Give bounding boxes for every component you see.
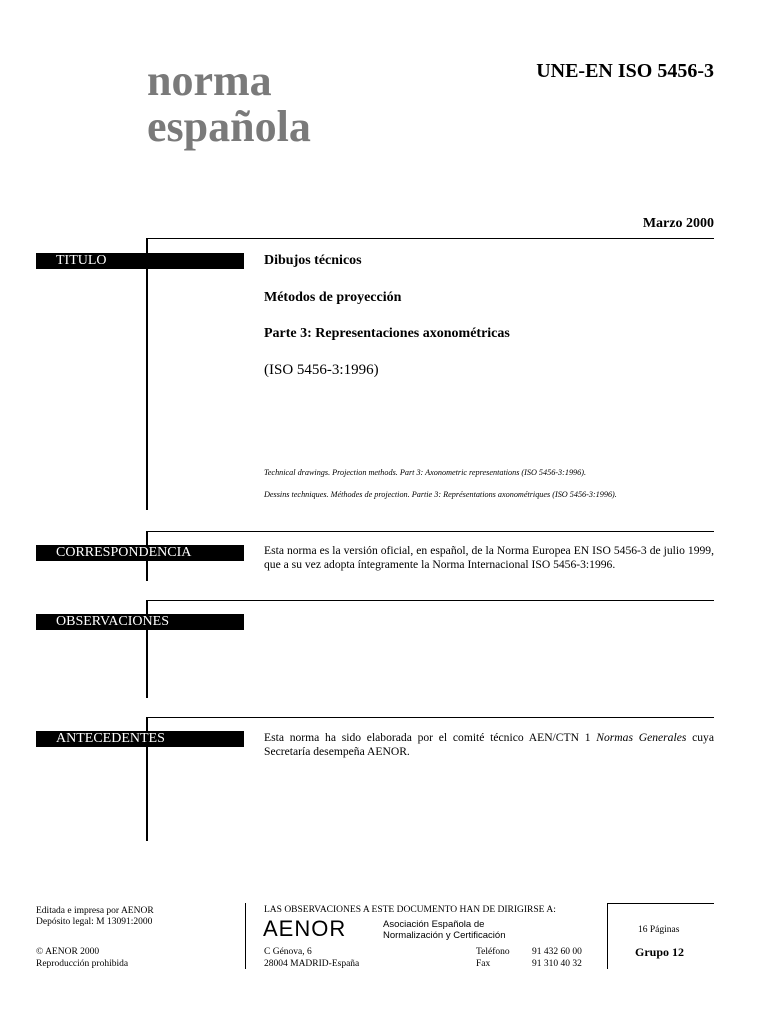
footer-divider-left (245, 903, 246, 969)
antecedentes-text-end: cuya Secretaría desempeña AENOR. (264, 731, 714, 758)
footer-reproduction: Reproducción prohibida (36, 959, 129, 969)
title-english: Technical drawings. Projection methods. Part 3: Axonometric representations (ISO 5456-3:1996). (264, 468, 587, 477)
section-label-observaciones: OBSERVACIONES (36, 614, 244, 630)
brand-wordmark (147, 58, 311, 150)
footer-edited-by: Editada e impresa por AENOR (36, 906, 154, 916)
footer-phone-value: 91 432 60 00 (532, 947, 582, 957)
section-label-antecedentes: ANTECEDENTES (36, 731, 244, 747)
section-rule-antecedentes (147, 717, 714, 718)
antecedentes-text-start: Esta norma ha sido elaborada por el comité técnico AEN/CTN 1 (264, 731, 597, 744)
section-vline-titulo (146, 238, 148, 510)
aenor-name-line-1: Asociación Española de (383, 919, 485, 930)
footer-address-street: C Génova, 6 (264, 947, 312, 957)
standard-code: UNE-EN ISO 5456-3 (536, 60, 714, 82)
title-line-3: Parte 3: Representaciones axonométricas (264, 326, 510, 341)
footer-address-city: 28004 MADRID-España (264, 959, 360, 969)
iso-reference: (ISO 5456-3:1996) (264, 362, 379, 378)
footer-divider-right (607, 903, 608, 969)
footer-legal-deposit: Depósito legal: M 13091:2000 (36, 917, 153, 927)
section-rule-correspondencia (147, 531, 714, 532)
title-line-2: Métodos de proyección (264, 290, 402, 305)
aenor-full-name (383, 919, 505, 941)
correspondencia-text: Esta norma es la versión oficial, en español, de la Norma Europea EN ISO 5456-3 de julio 1999, que a su vez adopta íntegramente la Norma Internacional ISO 5456-3:1996. (264, 544, 714, 571)
title-line-1: Dibujos técnicos (264, 253, 362, 268)
title-french: Dessins techniques. Méthodes de projection. Partie 3: Représentations axonométriques (ISO 5456-3:1996). (264, 490, 617, 499)
footer-observations-notice: LAS OBSERVACIONES A ESTE DOCUMENTO HAN DE DIRIGIRSE A: (264, 905, 556, 915)
footer-fax-label: Fax (476, 959, 491, 969)
antecedentes-text (264, 731, 714, 759)
aenor-logo: AENOR (263, 916, 347, 941)
footer-group: Grupo 12 (635, 945, 685, 959)
footer-page-count: 16 Páginas (638, 925, 680, 935)
brand-line-norma: norma (147, 56, 272, 105)
publication-date: Marzo 2000 (642, 216, 714, 231)
antecedentes-committee-name: Normas Generales (596, 731, 687, 744)
section-label-correspondencia: CORRESPONDENCIA (36, 545, 244, 561)
footer-phone-label: Teléfono (476, 947, 510, 957)
section-label-titulo: TITULO (36, 253, 244, 269)
footer-rule-right (607, 903, 714, 904)
section-rule-titulo (147, 238, 714, 239)
footer-fax-value: 91 310 40 32 (532, 959, 582, 969)
footer-copyright: © AENOR 2000 (36, 947, 100, 957)
aenor-name-line-2: Normalización y Certificación (383, 930, 506, 941)
brand-line-espanola: española (147, 102, 311, 151)
section-rule-observaciones (147, 600, 714, 601)
